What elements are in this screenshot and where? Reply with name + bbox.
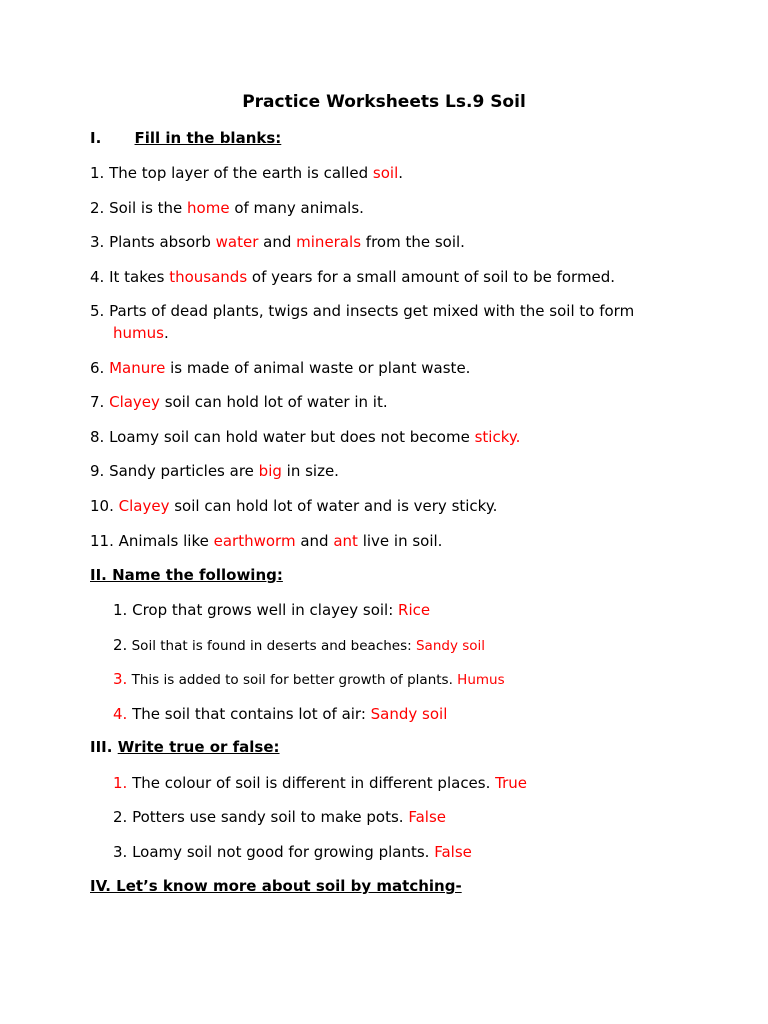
fill-item-4: 4. It takes thousands of years for a small amount of soil to be formed. <box>90 268 616 286</box>
tf-item-3: 3. Loamy soil not good for growing plants. False <box>113 843 472 861</box>
answer: Clayey <box>118 497 170 515</box>
answer: True <box>495 774 528 792</box>
answer: Sandy soil <box>415 638 486 654</box>
section-4-heading: IV. Let’s know more about soil by matching- <box>90 877 462 895</box>
name-item-3: 3. This is added to soil for better growth of plants. Humus <box>113 670 505 688</box>
fill-item-2: 2. Soil is the home of many animals. <box>90 199 364 217</box>
answer: False <box>408 808 446 826</box>
answer: sticky. <box>474 428 521 446</box>
section-1-title: Fill in the blanks: <box>134 129 282 147</box>
fill-item-3: 3. Plants absorb water and minerals from the soil. <box>90 233 465 251</box>
name-item-4: 4. The soil that contains lot of air: Sandy soil <box>113 705 448 723</box>
fill-item-1: 1. The top layer of the earth is called soil. <box>90 164 404 182</box>
answer: big <box>258 462 282 480</box>
answer: Sandy soil <box>370 705 448 723</box>
answer: Humus <box>457 672 505 688</box>
page-title: Practice Worksheets Ls.9 Soil <box>242 92 526 112</box>
answer: humus <box>113 324 164 342</box>
answer: False <box>434 843 472 861</box>
fill-item-7: 7. Clayey soil can hold lot of water in it. <box>90 393 388 411</box>
answer: earthworm <box>213 532 296 550</box>
fill-item-11: 11. Animals like earthworm and ant live in soil. <box>90 532 443 550</box>
fill-item-8: 8. Loamy soil can hold water but does not become sticky. <box>90 428 521 446</box>
section-3-roman: III. <box>90 738 113 756</box>
name-item-1: 1. Crop that grows well in clayey soil: Rice <box>113 601 431 619</box>
answer: Rice <box>398 601 431 619</box>
name-item-2: 2. Soil that is found in deserts and beaches: Sandy soil <box>113 636 486 654</box>
answer: thousands <box>169 268 248 286</box>
section-2-heading: II. Name the following: <box>90 566 283 584</box>
answer: Manure <box>109 359 166 377</box>
tf-item-2: 2. Potters use sandy soil to make pots. False <box>113 808 446 826</box>
section-3-heading <box>90 738 280 756</box>
answer: minerals <box>296 233 362 251</box>
answer: ant <box>333 532 358 550</box>
fill-item-10: 10. Clayey soil can hold lot of water and is very sticky. <box>90 497 498 515</box>
section-1-heading <box>90 129 281 147</box>
section-1-roman: I. <box>90 129 102 147</box>
fill-item-5-continued: humus. <box>113 324 169 342</box>
answer: soil <box>372 164 399 182</box>
fill-item-6: 6. Manure is made of animal waste or plant waste. <box>90 359 471 377</box>
answer: home <box>187 199 230 217</box>
section-3-title: Write true or false: <box>117 738 280 756</box>
answer: water <box>215 233 259 251</box>
fill-item-9: 9. Sandy particles are big in size. <box>90 462 339 480</box>
answer: Clayey <box>109 393 160 411</box>
tf-item-1: 1. The colour of soil is different in different places. True <box>113 774 528 792</box>
fill-item-5: 5. Parts of dead plants, twigs and insects get mixed with the soil to form <box>90 302 635 320</box>
